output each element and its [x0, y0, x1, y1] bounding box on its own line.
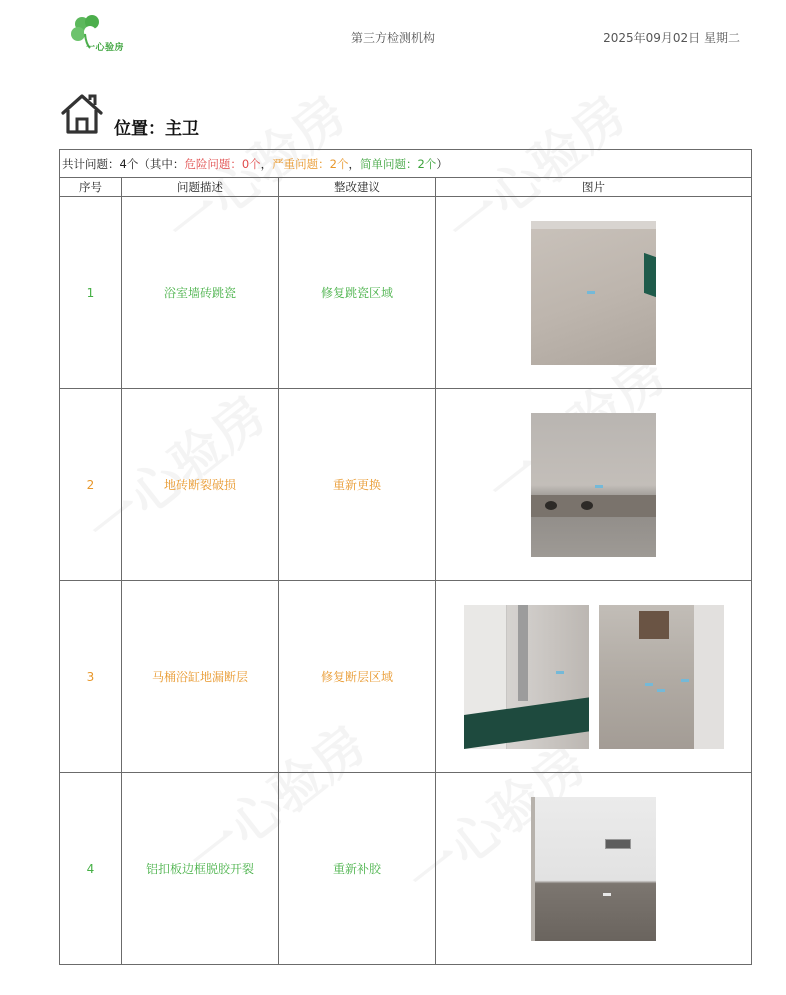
- logo-text: 一心验房: [86, 43, 125, 53]
- column-header-photos: 图片: [436, 178, 752, 197]
- column-header-index: 序号: [60, 178, 122, 197]
- issue-photo[interactable]: [531, 413, 656, 557]
- row-photos: [436, 773, 752, 965]
- summary-row: [60, 150, 752, 178]
- summary-suffix: ）: [436, 156, 448, 171]
- header-date: 2025年09月02日 星期二: [603, 31, 740, 45]
- row-photos: [436, 581, 752, 773]
- row-index: 4: [60, 773, 122, 965]
- summary-separator: ，: [348, 156, 360, 171]
- danger-count: 危险问题：0个: [184, 156, 261, 171]
- serious-count: 严重问题：2个: [272, 156, 349, 171]
- row-description: 地砖断裂破损: [122, 389, 279, 581]
- column-header-description: 问题描述: [122, 178, 279, 197]
- row-suggestion: 修复跳瓷区域: [279, 197, 436, 389]
- row-description: 马桶浴缸地漏断层: [122, 581, 279, 773]
- house-icon: [60, 92, 104, 136]
- issue-photo[interactable]: [531, 797, 656, 941]
- header-center-text: 第三方检测机构: [350, 31, 435, 45]
- row-suggestion: 修复断层区域: [279, 581, 436, 773]
- table-row: [60, 773, 752, 965]
- issue-photo[interactable]: [464, 605, 589, 749]
- row-suggestion: 重新更换: [279, 389, 436, 581]
- issues-table: [59, 149, 752, 965]
- row-index: 1: [60, 197, 122, 389]
- issue-summary: [60, 150, 752, 178]
- issue-photo[interactable]: [599, 605, 724, 749]
- table-row: [60, 389, 752, 581]
- row-description: 铝扣板边框脱胶开裂: [122, 773, 279, 965]
- page-header: [0, 0, 786, 70]
- row-photos: [436, 197, 752, 389]
- table-row: [60, 581, 752, 773]
- column-header-suggestion: 整改建议: [279, 178, 436, 197]
- row-index: 3: [60, 581, 122, 773]
- summary-separator: ，: [260, 156, 273, 171]
- row-suggestion: 重新补胶: [279, 773, 436, 965]
- row-photos: [436, 389, 752, 581]
- summary-prefix: 共计问题：4个（其中：: [62, 156, 185, 171]
- issue-photo[interactable]: [531, 221, 656, 365]
- simple-count: 简单问题：2个: [359, 156, 437, 171]
- table-header-row: [60, 178, 752, 197]
- location-title: 位置：主卫: [114, 119, 199, 139]
- table-row: [60, 197, 752, 389]
- row-description: 浴室墙砖跳瓷: [122, 197, 279, 389]
- row-index: 2: [60, 389, 122, 581]
